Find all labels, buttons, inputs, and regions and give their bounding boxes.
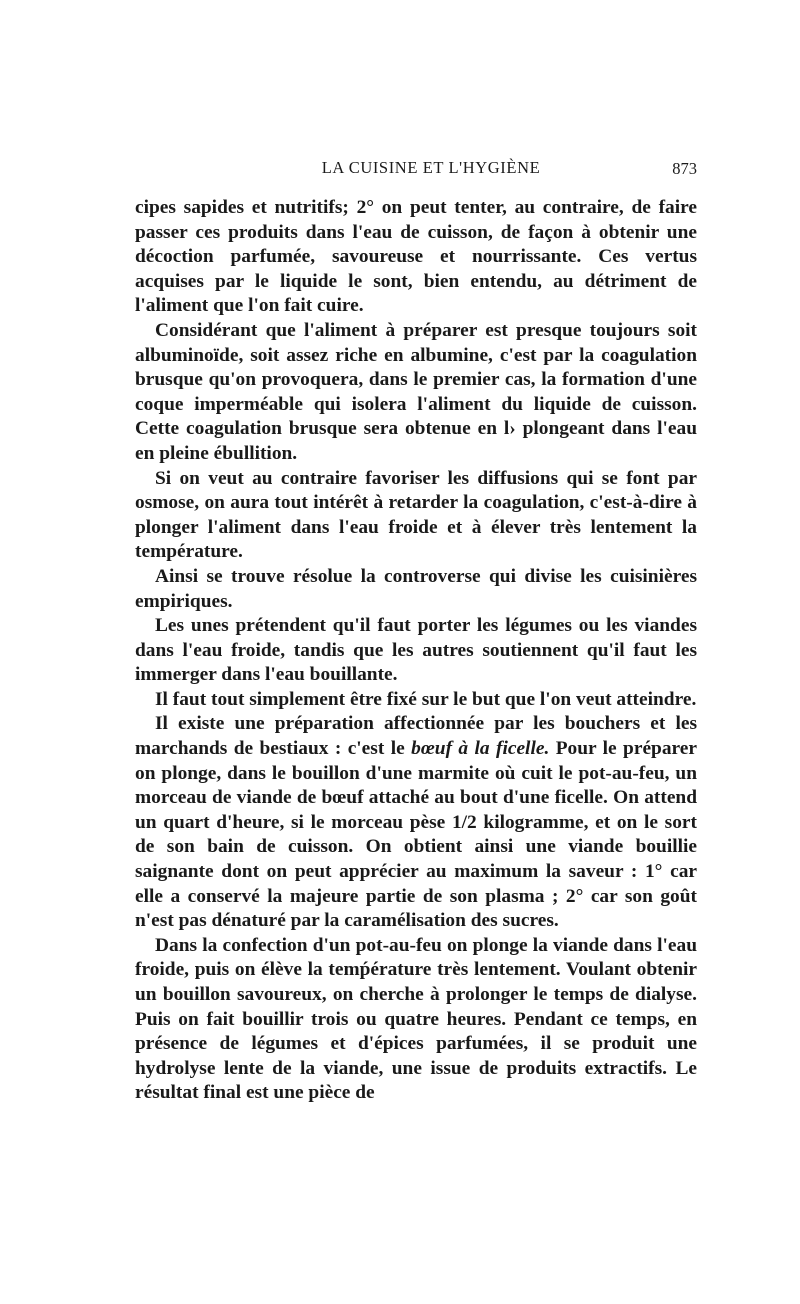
running-header [135,158,697,184]
italic-term: bœuf à la ficelle. [411,738,550,760]
body-text [135,196,697,1106]
paragraph-8: Dans la confection d'un pot-au-feu on plonge la viande dans l'eau froide, puis on élève la temṕérature très lentement. Voulant obtenir un bouillon savoureux, on cherche à prolonger le temps de dialyse. Puis on fait bouillir trois ou quatre heures. Pendant ce temps, en présence de légumes et d'épices parfumées, il se produit une hydrolyse lente de la viande, une issue de produits extractifs. Le résultat final est une pièce de [135,934,697,1104]
paragraph-7 [135,712,697,933]
running-title: LA CUISINE ET L'HYGIÈNE [321,158,541,177]
paragraph-3: Si on veut au contraire favoriser les diffusions qui se font par osmose, on aura tout intérêt à retarder la coagulation, c'est-à-dire à plonger l'aliment dans l'eau froide et à élever très lentement la température. [135,467,697,563]
paragraph-7-text-before: Il existe une préparation affectionnée par les bouchers et les marchands de bestiaux : c'est le [135,713,697,760]
paragraph-7-text-after: Pour le préparer on plonge, dans le bouillon d'une marmite où cuit le pot-au-feu, un morceau de viande de bœuf attaché au bout d'une ficelle. On attend un quart d'heure, si le morceau pèse 1/2 kilogramme, et on le sort de son bain de cuisson. On obtient ainsi une viande bouillie saignante dont on peut apprécier au maximum la saveur : 1° car elle a conservé la majeure partie de son plasma ; 2° car son goût n'est pas dénaturé par la caramélisation des sucres. [135,738,698,932]
paragraph-4: Ainsi se trouve résolue la controverse qui divise les cuisinières empiriques. [135,565,697,612]
paragraph-1: cipes sapides et nutritifs; 2° on peut tenter, au contraire, de faire passer ces produits dans l'eau de cuisson, de façon à obtenir une décoction parfumée, savoureuse et nourrissante. Ces vertus acquises par le liquide le sont, bien entendu, au détriment de l'aliment que l'on fait cuire. [135,197,697,317]
page-number: 873 [672,159,697,178]
paragraph-2: Considérant que l'aliment à préparer est presque toujours soit albuminoïde, soit assez riche en albumine, c'est par la coagulation brusque qu'on provoquera, dans le premier cas, la formation d'une coque imperméable qui isolera l'aliment du liquide de cuisson. Cette coagulation brusque sera obtenue en l› plongeant dans l'eau en pleine ébullition. [135,319,697,464]
paragraph-5: Les unes prétendent qu'il faut porter les légumes ou les viandes dans l'eau froide, tandis que les autres soutiennent qu'il faut les immerger dans l'eau bouillante. [135,615,697,686]
paragraph-6: Il faut tout simplement être fixé sur le but que l'on veut atteindre. [155,688,697,710]
